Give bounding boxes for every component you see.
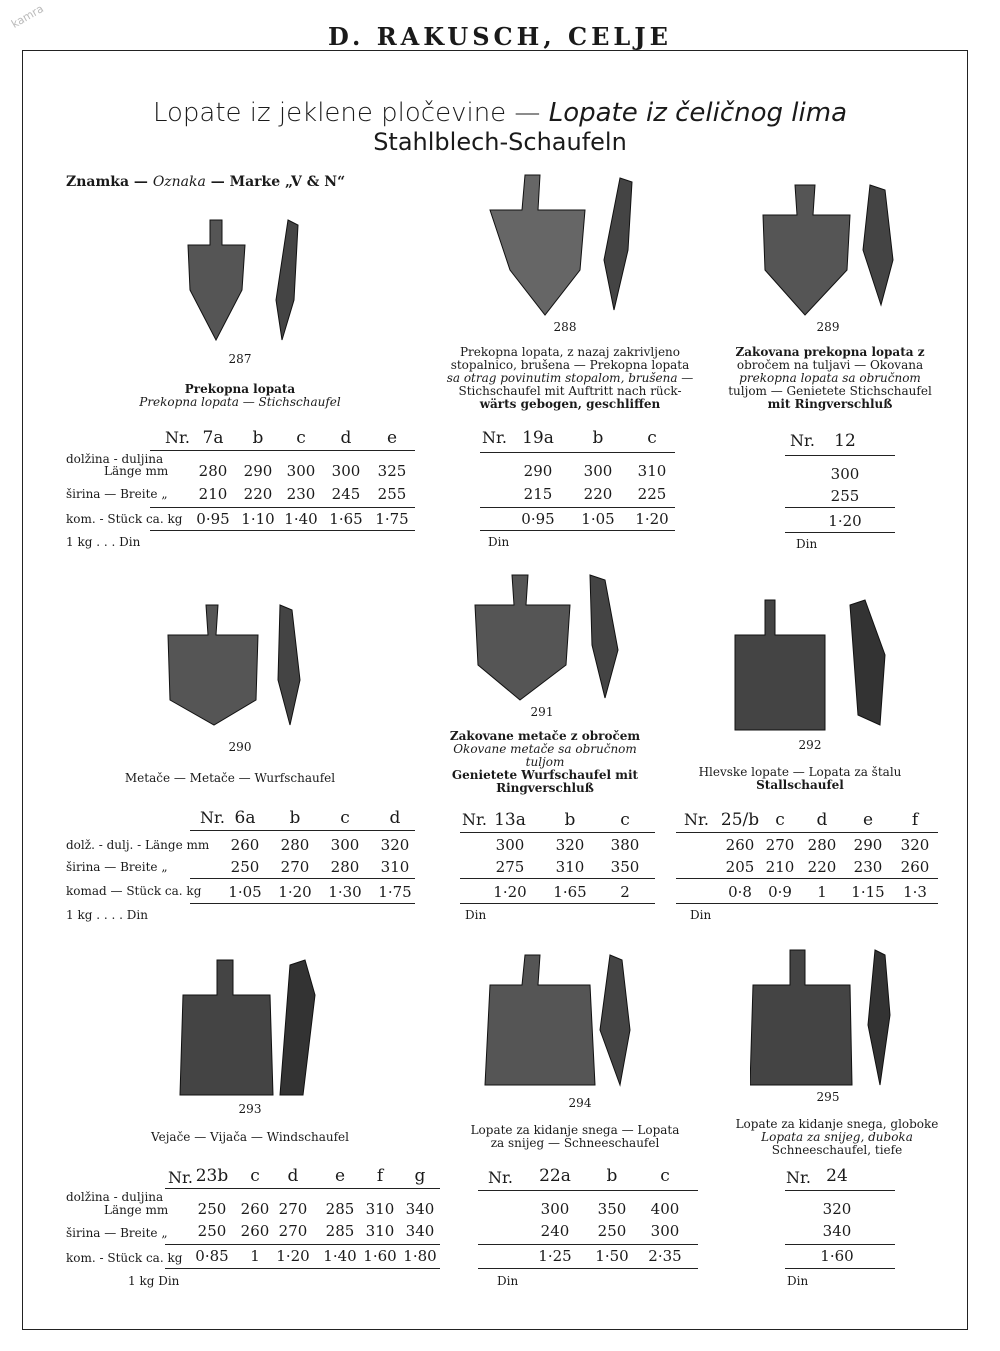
table-13a-header-cell: c [620, 810, 630, 830]
shovel-292-illustration [730, 595, 910, 735]
table-7a-header-cell: d [340, 428, 352, 448]
table-7a-header-cell: c [296, 428, 306, 448]
table-25-width-cell: 210 [765, 858, 795, 876]
item-number-291: 291 [530, 705, 554, 719]
item-number-288: 288 [553, 320, 577, 334]
table-7a-weight-cell: 0·95 [196, 510, 230, 528]
table-25-length-cell: 290 [853, 836, 883, 854]
table-6a-width-cell: 310 [380, 858, 410, 876]
table-19a-din-label: Din [488, 535, 510, 549]
table-25-length-cell: 280 [807, 836, 837, 854]
table-23b-header-cell: g [414, 1166, 426, 1186]
table-22a-width-cell: 240 [540, 1222, 570, 1240]
table-7a-width-cell: 255 [377, 485, 407, 503]
table-23b-width-cell: 285 [325, 1222, 355, 1240]
shovel-287-illustration [170, 210, 310, 350]
table-19a-weight-cell: 1·05 [581, 510, 615, 528]
table-25-header-cell: f [911, 810, 919, 830]
table-24-header-cell: 24 [826, 1166, 848, 1186]
table-7a-length-cell: 290 [243, 462, 273, 480]
table-12-nr-label: Nr. [790, 431, 815, 450]
table-22a-din-label: Din [497, 1274, 519, 1288]
table-13a-width-cell: 275 [495, 858, 525, 876]
item-number-292: 292 [798, 738, 822, 752]
table-23b-weight-cell: 1·80 [403, 1247, 437, 1265]
item-description-293: Vejače — Vijača — Windschaufel [151, 1130, 349, 1144]
item-description-292: Hlevske lopate — Lopata za štalu Stallschaufel [698, 765, 902, 792]
table-13a-weight-cell: 2 [620, 883, 630, 901]
table-6a-width-cell: 280 [330, 858, 360, 876]
table-23b-width-cell: 340 [405, 1222, 435, 1240]
table-13a-width-cell: 350 [610, 858, 640, 876]
shovel-291-illustration [470, 570, 640, 705]
table-24-length-cell: 320 [822, 1200, 852, 1218]
shovel-294-illustration [480, 950, 650, 1090]
table-25-weight-cell: 0·9 [768, 883, 792, 901]
table-7a-weight-cell: 1·40 [284, 510, 318, 528]
table-23b-din-label: 1 kg Din [128, 1274, 180, 1288]
table-22a-length-cell: 300 [540, 1200, 570, 1218]
item-description-288: Prekopna lopata, z nazaj zakrivljeno stopalnico, brušena — Prekopna lopata sa otrag povinutim stopalom, brušena — Stichschaufel mit Auftritt nach rück- wärts gebogen, geschliffen [446, 345, 694, 411]
table-7a-weight-cell: 1·75 [375, 510, 409, 528]
table-19a-header-cell: b [592, 428, 604, 448]
table-25-weight-cell: 1·15 [851, 883, 885, 901]
table-23b-length-cell: 250 [197, 1200, 227, 1218]
table-23b-width-cell: 250 [197, 1222, 227, 1240]
table-25-weight-cell: 1 [817, 883, 827, 901]
table-23b-weight-cell: 0·85 [195, 1247, 229, 1265]
table-7a-nr-label: Nr. [165, 428, 190, 447]
table-13a-length-cell: 300 [495, 836, 525, 854]
table-6a-weight-cell: 1·30 [328, 883, 362, 901]
table-23b-header-cell: 23b [195, 1166, 229, 1186]
item-description-295: Lopate za kidanje snega, globoke Lopata za snijeg, duboka Schneeschaufel, tiefe [735, 1117, 939, 1157]
table-12-header-cell: 12 [834, 431, 856, 451]
table-25-width-cell: 260 [900, 858, 930, 876]
table-25-din-label: Din [690, 908, 712, 922]
table-7a-width-label: širina — Breite „ [66, 487, 168, 501]
table-6a-weight-label: komad — Stück ca. kg [66, 884, 202, 898]
table-7a-header-cell: e [386, 428, 398, 448]
table-6a-nr-label: Nr. [200, 808, 225, 827]
table-6a-length-cell: 260 [230, 836, 260, 854]
table-19a-length-cell: 310 [637, 462, 667, 480]
table-23b-weight-label: kom. - Stück ca. kg [66, 1251, 183, 1265]
table-23b-width-cell: 310 [365, 1222, 395, 1240]
item-number-293: 293 [238, 1102, 262, 1116]
table-6a-length-cell: 300 [330, 836, 360, 854]
table-22a-width-cell: 300 [650, 1222, 680, 1240]
item-number-289: 289 [816, 320, 840, 334]
table-23b-header-cell: f [376, 1166, 384, 1186]
table-7a-width-cell: 220 [243, 485, 273, 503]
watermark: kamra [9, 2, 46, 31]
table-13a-nr-label: Nr. [462, 810, 487, 829]
table-25-weight-cell: 0·8 [728, 883, 752, 901]
item-description-289: Zakovana prekopna lopata z obročem na tuljavi — Okovana prekopna lopata sa obručnom tuljom — Genietete Stichschaufel mit Ringverschluß [728, 345, 932, 411]
table-25-nr-label: Nr. [684, 810, 709, 829]
table-25-width-cell: 205 [725, 858, 755, 876]
table-13a-din-label: Din [465, 908, 487, 922]
table-25-length-cell: 270 [765, 836, 795, 854]
table-13a-width-cell: 310 [555, 858, 585, 876]
table-19a-weight-cell: 1·20 [635, 510, 669, 528]
table-19a-weight-cell: 0·95 [521, 510, 555, 528]
table-25-length-cell: 260 [725, 836, 755, 854]
brand-line: Znamka — Oznaka — Marke „V & N“ [66, 174, 346, 190]
table-19a-width-cell: 215 [523, 485, 553, 503]
shovel-295-illustration [750, 945, 920, 1090]
table-13a-length-cell: 380 [610, 836, 640, 854]
item-number-290: 290 [228, 740, 252, 754]
item-description-287: Prekopna lopata Prekopna lopata — Stichschaufel [139, 382, 341, 409]
table-12-weight-cell: 1·20 [828, 512, 862, 530]
table-22a-header-cell: 22a [539, 1166, 571, 1186]
table-23b-length-cell: 270 [278, 1200, 308, 1218]
item-description-294: Lopate za kidanje snega — Lopata za snijeg — Schneeschaufel [470, 1123, 680, 1150]
table-6a-weight-cell: 1·20 [278, 883, 312, 901]
table-7a-width-cell: 210 [198, 485, 228, 503]
table-22a-weight-cell: 2·35 [648, 1247, 682, 1265]
table-7a-length-cell: 300 [286, 462, 316, 480]
table-13a-length-cell: 320 [555, 836, 585, 854]
table-25-width-cell: 230 [853, 858, 883, 876]
page-subtitle: Stahlblech-Schaufeln [373, 128, 627, 156]
table-23b-width-label: širina — Breite „ [66, 1226, 168, 1240]
table-12-length-cell: 300 [830, 465, 860, 483]
table-6a-length-cell: 280 [280, 836, 310, 854]
shovel-290-illustration [160, 600, 320, 730]
title-slovene: Lopate iz jeklene pločevine — [152, 98, 549, 128]
table-7a-header-cell: b [252, 428, 264, 448]
table-12-width-cell: 255 [830, 487, 860, 505]
table-6a-width-cell: 270 [280, 858, 310, 876]
item-description-290: Metače — Metače — Wurfschaufel [124, 771, 336, 785]
table-25-header-cell: 25/b [720, 810, 760, 830]
table-19a-header-cell: 19a [522, 428, 554, 448]
table-22a-weight-cell: 1·25 [538, 1247, 572, 1265]
table-7a-length-label-b: Länge mm [104, 464, 169, 478]
table-24-width-cell: 340 [822, 1222, 852, 1240]
table-22a-header-cell: c [660, 1166, 670, 1186]
shovel-289-illustration [755, 180, 925, 320]
table-7a-weight-cell: 1·10 [241, 510, 275, 528]
table-23b-weight-cell: 1·20 [276, 1247, 310, 1265]
item-number-294: 294 [568, 1096, 592, 1110]
table-7a-width-cell: 230 [286, 485, 316, 503]
table-22a-width-cell: 250 [597, 1222, 627, 1240]
table-19a-width-cell: 220 [583, 485, 613, 503]
table-23b-nr-label: Nr. [168, 1168, 193, 1187]
table-23b-length-cell: 310 [365, 1200, 395, 1218]
table-23b-weight-cell: 1·60 [363, 1247, 397, 1265]
table-25-width-cell: 220 [807, 858, 837, 876]
table-13a-header-cell: b [564, 810, 576, 830]
table-12-din-label: Din [796, 537, 818, 551]
table-22a-length-cell: 400 [650, 1200, 680, 1218]
table-6a-header-cell: c [340, 808, 350, 828]
item-number-287: 287 [228, 352, 252, 366]
table-6a-din-label: 1 kg . . . . Din [66, 908, 148, 922]
table-23b-weight-cell: 1 [250, 1247, 260, 1265]
shovel-288-illustration [480, 170, 650, 320]
table-7a-header-cell: 7a [202, 428, 224, 448]
table-23b-length-cell: 260 [240, 1200, 270, 1218]
table-23b-length-cell: 340 [405, 1200, 435, 1218]
table-7a-width-cell: 245 [331, 485, 361, 503]
table-23b-length-label-a: dolžina - duljina [66, 1190, 164, 1204]
table-6a-weight-cell: 1·05 [228, 883, 262, 901]
page-title [0, 98, 1000, 128]
table-7a-din-label: 1 kg . . . Din [66, 535, 141, 549]
table-13a-header-cell: 13a [494, 810, 526, 830]
table-7a-length-cell: 300 [331, 462, 361, 480]
table-19a-nr-label: Nr. [482, 428, 507, 447]
shovel-293-illustration [175, 955, 345, 1100]
table-23b-length-cell: 285 [325, 1200, 355, 1218]
table-6a-header-cell: d [389, 808, 401, 828]
table-6a-width-cell: 250 [230, 858, 260, 876]
table-23b-length-label-b: Länge mm [104, 1203, 169, 1217]
table-25-weight-cell: 1·3 [903, 883, 927, 901]
table-7a-weight-cell: 1·65 [329, 510, 363, 528]
table-23b-width-cell: 260 [240, 1222, 270, 1240]
table-22a-header-cell: b [606, 1166, 618, 1186]
table-7a-length-cell: 325 [377, 462, 407, 480]
table-6a-width-label: širina — Breite „ [66, 860, 168, 874]
page-header: D. RAKUSCH, CELJE [328, 22, 672, 51]
table-23b-width-cell: 270 [278, 1222, 308, 1240]
table-6a-header-cell: b [289, 808, 301, 828]
table-25-length-cell: 320 [900, 836, 930, 854]
table-19a-length-cell: 300 [583, 462, 613, 480]
table-23b-header-cell: c [250, 1166, 260, 1186]
table-25-header-cell: c [775, 810, 785, 830]
table-24-nr-label: Nr. [786, 1168, 811, 1187]
table-23b-weight-cell: 1·40 [323, 1247, 357, 1265]
table-25-header-cell: d [816, 810, 828, 830]
table-19a-width-cell: 225 [637, 485, 667, 503]
table-22a-weight-cell: 1·50 [595, 1247, 629, 1265]
title-croatian: Lopate iz čeličnog lima [548, 98, 848, 128]
table-22a-length-cell: 350 [597, 1200, 627, 1218]
table-19a-length-cell: 290 [523, 462, 553, 480]
table-13a-weight-cell: 1·65 [553, 883, 587, 901]
table-25-header-cell: e [862, 810, 874, 830]
table-24-weight-cell: 1·60 [820, 1247, 854, 1265]
table-7a-length-cell: 280 [198, 462, 228, 480]
table-6a-length-label: dolž. - dulj. - Länge mm [66, 838, 210, 852]
table-6a-weight-cell: 1·75 [378, 883, 412, 901]
table-24-din-label: Din [787, 1274, 809, 1288]
table-22a-nr-label: Nr. [488, 1168, 513, 1187]
table-23b-header-cell: d [287, 1166, 299, 1186]
table-13a-weight-cell: 1·20 [493, 883, 527, 901]
table-6a-length-cell: 320 [380, 836, 410, 854]
item-description-291: Zakovane metače z obročem Okovane metače sa obručnom tuljom Genietete Wurfschaufel mit Ringverschluß [449, 729, 641, 795]
table-19a-header-cell: c [647, 428, 657, 448]
item-number-295: 295 [816, 1090, 840, 1104]
table-23b-header-cell: e [334, 1166, 346, 1186]
table-6a-header-cell: 6a [234, 808, 256, 828]
table-7a-weight-label: kom. - Stück ca. kg [66, 512, 183, 526]
table-7a-length-label-a: dolžina - duljina [66, 452, 164, 466]
